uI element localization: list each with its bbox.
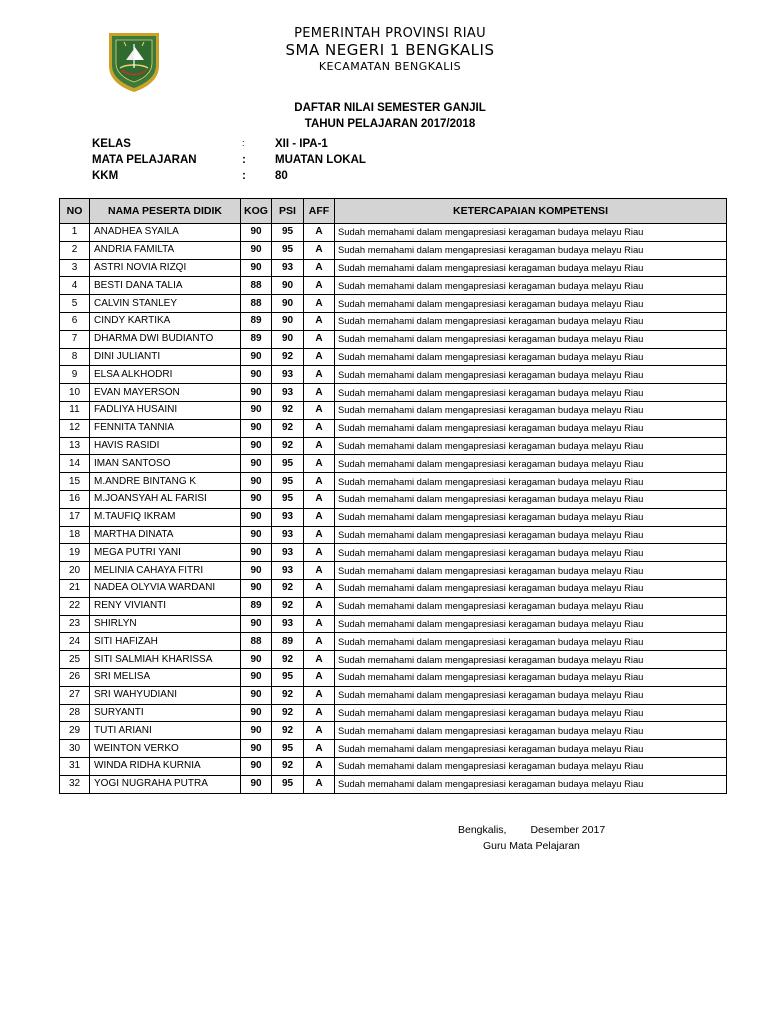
- table-row: [60, 295, 727, 313]
- cell-psi: 92: [272, 704, 304, 722]
- cell-kog: 89: [241, 330, 272, 348]
- cell-nama: TUTI ARIANI: [90, 722, 241, 740]
- info-value: XII - IPA-1: [275, 138, 328, 150]
- cell-psi: 92: [272, 651, 304, 669]
- cell-psi: 92: [272, 348, 304, 366]
- cell-ketercapaian: Sudah memahami dalam mengapresiasi keragaman budaya melayu Riau: [335, 455, 727, 473]
- cell-psi: 90: [272, 330, 304, 348]
- table-row: [60, 633, 727, 651]
- cell-psi: 92: [272, 401, 304, 419]
- cell-kog: 90: [241, 348, 272, 366]
- table-row: [60, 615, 727, 633]
- cell-psi: 92: [272, 597, 304, 615]
- signature-date: Desember 2017: [530, 824, 606, 836]
- cell-ketercapaian: Sudah memahami dalam mengapresiasi keragaman budaya melayu Riau: [335, 330, 727, 348]
- cell-aff: A: [304, 490, 335, 508]
- cell-kog: 90: [241, 740, 272, 758]
- table-row: [60, 312, 727, 330]
- cell-ketercapaian: Sudah memahami dalam mengapresiasi keragaman budaya melayu Riau: [335, 633, 727, 651]
- table-row: [60, 401, 727, 419]
- cell-aff: A: [304, 722, 335, 740]
- cell-aff: A: [304, 651, 335, 669]
- cell-psi: 90: [272, 312, 304, 330]
- cell-ketercapaian: Sudah memahami dalam mengapresiasi keragaman budaya melayu Riau: [335, 312, 727, 330]
- cell-kog: 90: [241, 722, 272, 740]
- col-header-psi: PSI: [272, 199, 304, 224]
- info-colon: :: [242, 138, 245, 148]
- table-row: [60, 348, 727, 366]
- cell-ketercapaian: Sudah memahami dalam mengapresiasi keragaman budaya melayu Riau: [335, 740, 727, 758]
- cell-aff: A: [304, 508, 335, 526]
- cell-nama: M.JOANSYAH AL FARISI: [90, 490, 241, 508]
- cell-no: 23: [60, 615, 90, 633]
- cell-aff: A: [304, 668, 335, 686]
- table-row: [60, 686, 727, 704]
- cell-no: 17: [60, 508, 90, 526]
- table-row: [60, 722, 727, 740]
- cell-ketercapaian: Sudah memahami dalam mengapresiasi keragaman budaya melayu Riau: [335, 526, 727, 544]
- cell-psi: 93: [272, 615, 304, 633]
- info-colon: :: [242, 170, 246, 182]
- cell-aff: A: [304, 615, 335, 633]
- cell-aff: A: [304, 579, 335, 597]
- cell-kog: 89: [241, 312, 272, 330]
- info-value: MUATAN LOKAL: [275, 154, 366, 166]
- cell-aff: A: [304, 259, 335, 277]
- cell-nama: SRI WAHYUDIANI: [90, 686, 241, 704]
- cell-no: 8: [60, 348, 90, 366]
- info-label: MATA PELAJARAN: [92, 154, 197, 166]
- cell-ketercapaian: Sudah memahami dalam mengapresiasi keragaman budaya melayu Riau: [335, 562, 727, 580]
- cell-kog: 90: [241, 615, 272, 633]
- table-row: [60, 775, 727, 793]
- cell-kog: 90: [241, 241, 272, 259]
- cell-nama: DINI JULIANTI: [90, 348, 241, 366]
- cell-ketercapaian: Sudah memahami dalam mengapresiasi keragaman budaya melayu Riau: [335, 348, 727, 366]
- cell-nama: MEGA PUTRI YANI: [90, 544, 241, 562]
- cell-no: 1: [60, 224, 90, 242]
- cell-no: 7: [60, 330, 90, 348]
- cell-aff: A: [304, 633, 335, 651]
- cell-kog: 90: [241, 384, 272, 402]
- cell-aff: A: [304, 224, 335, 242]
- cell-kog: 90: [241, 259, 272, 277]
- cell-ketercapaian: Sudah memahami dalam mengapresiasi keragaman budaya melayu Riau: [335, 668, 727, 686]
- cell-no: 20: [60, 562, 90, 580]
- cell-ketercapaian: Sudah memahami dalam mengapresiasi keragaman budaya melayu Riau: [335, 757, 727, 775]
- table-row: [60, 330, 727, 348]
- table-row: [60, 241, 727, 259]
- table-row: [60, 651, 727, 669]
- cell-no: 9: [60, 366, 90, 384]
- cell-no: 27: [60, 686, 90, 704]
- table-row: [60, 757, 727, 775]
- table-row: [60, 259, 727, 277]
- cell-kog: 90: [241, 508, 272, 526]
- cell-ketercapaian: Sudah memahami dalam mengapresiasi keragaman budaya melayu Riau: [335, 277, 727, 295]
- cell-kog: 90: [241, 579, 272, 597]
- cell-nama: SRI MELISA: [90, 668, 241, 686]
- table-row: [60, 366, 727, 384]
- cell-psi: 95: [272, 668, 304, 686]
- cell-psi: 95: [272, 455, 304, 473]
- kop-sekolah: SMA NEGERI 1 BENGKALIS: [285, 41, 495, 59]
- cell-aff: A: [304, 686, 335, 704]
- cell-kog: 90: [241, 668, 272, 686]
- table-row: [60, 455, 727, 473]
- cell-psi: 95: [272, 490, 304, 508]
- table-row: [60, 668, 727, 686]
- table-header-row: [60, 199, 727, 224]
- cell-ketercapaian: Sudah memahami dalam mengapresiasi keragaman budaya melayu Riau: [335, 473, 727, 491]
- info-value: 80: [275, 170, 288, 182]
- document-subtitle: TAHUN PELAJARAN 2017/2018: [304, 118, 476, 130]
- cell-psi: 92: [272, 757, 304, 775]
- grades-table-body: [60, 224, 727, 794]
- cell-kog: 89: [241, 597, 272, 615]
- cell-nama: ANDRIA FAMILTA: [90, 241, 241, 259]
- cell-psi: 90: [272, 295, 304, 313]
- table-row: [60, 384, 727, 402]
- document-title: DAFTAR NILAI SEMESTER GANJIL: [294, 102, 486, 114]
- cell-nama: NADEA OLYVIA WARDANI: [90, 579, 241, 597]
- cell-ketercapaian: Sudah memahami dalam mengapresiasi keragaman budaya melayu Riau: [335, 366, 727, 384]
- cell-no: 18: [60, 526, 90, 544]
- cell-psi: 93: [272, 259, 304, 277]
- cell-kog: 90: [241, 455, 272, 473]
- cell-ketercapaian: Sudah memahami dalam mengapresiasi keragaman budaya melayu Riau: [335, 401, 727, 419]
- cell-nama: CALVIN STANLEY: [90, 295, 241, 313]
- cell-kog: 90: [241, 704, 272, 722]
- cell-nama: RENY VIVIANTI: [90, 597, 241, 615]
- cell-no: 15: [60, 473, 90, 491]
- cell-aff: A: [304, 526, 335, 544]
- cell-nama: SHIRLYN: [90, 615, 241, 633]
- cell-nama: SITI HAFIZAH: [90, 633, 241, 651]
- cell-nama: ELSA ALKHODRI: [90, 366, 241, 384]
- table-row: [60, 508, 727, 526]
- cell-aff: A: [304, 740, 335, 758]
- cell-no: 22: [60, 597, 90, 615]
- table-row: [60, 277, 727, 295]
- table-row: [60, 224, 727, 242]
- kop-provinsi: PEMERINTAH PROVINSI RIAU: [294, 26, 486, 41]
- cell-kog: 88: [241, 277, 272, 295]
- cell-no: 31: [60, 757, 90, 775]
- cell-no: 28: [60, 704, 90, 722]
- cell-nama: SITI SALMIAH KHARISSA: [90, 651, 241, 669]
- table-row: [60, 562, 727, 580]
- cell-kog: 90: [241, 775, 272, 793]
- table-row: [60, 740, 727, 758]
- cell-kog: 90: [241, 401, 272, 419]
- cell-nama: BESTI DANA TALIA: [90, 277, 241, 295]
- col-header-no: NO: [60, 199, 90, 224]
- cell-ketercapaian: Sudah memahami dalam mengapresiasi keragaman budaya melayu Riau: [335, 241, 727, 259]
- cell-no: 25: [60, 651, 90, 669]
- cell-nama: FADLIYA HUSAINI: [90, 401, 241, 419]
- cell-aff: A: [304, 330, 335, 348]
- cell-psi: 93: [272, 384, 304, 402]
- table-row: [60, 419, 727, 437]
- cell-nama: SURYANTI: [90, 704, 241, 722]
- cell-psi: 95: [272, 775, 304, 793]
- cell-no: 2: [60, 241, 90, 259]
- cell-aff: A: [304, 597, 335, 615]
- cell-no: 14: [60, 455, 90, 473]
- cell-nama: WINDA RIDHA KURNIA: [90, 757, 241, 775]
- cell-no: 5: [60, 295, 90, 313]
- info-label: KKM: [92, 170, 119, 182]
- cell-psi: 93: [272, 562, 304, 580]
- info-colon: :: [242, 154, 246, 166]
- cell-nama: HAVIS RASIDI: [90, 437, 241, 455]
- cell-psi: 93: [272, 526, 304, 544]
- col-header-nama: NAMA PESERTA DIDIK: [90, 199, 241, 224]
- table-row: [60, 473, 727, 491]
- cell-ketercapaian: Sudah memahami dalam mengapresiasi keragaman budaya melayu Riau: [335, 686, 727, 704]
- cell-nama: M.TAUFIQ IKRAM: [90, 508, 241, 526]
- cell-no: 19: [60, 544, 90, 562]
- cell-aff: A: [304, 348, 335, 366]
- cell-ketercapaian: Sudah memahami dalam mengapresiasi keragaman budaya melayu Riau: [335, 490, 727, 508]
- cell-kog: 90: [241, 651, 272, 669]
- cell-nama: YOGI NUGRAHA PUTRA: [90, 775, 241, 793]
- cell-psi: 95: [272, 241, 304, 259]
- cell-aff: A: [304, 455, 335, 473]
- cell-psi: 93: [272, 544, 304, 562]
- cell-ketercapaian: Sudah memahami dalam mengapresiasi keragaman budaya melayu Riau: [335, 384, 727, 402]
- info-label: KELAS: [92, 138, 131, 150]
- cell-ketercapaian: Sudah memahami dalam mengapresiasi keragaman budaya melayu Riau: [335, 722, 727, 740]
- cell-psi: 92: [272, 686, 304, 704]
- cell-nama: IMAN SANTOSO: [90, 455, 241, 473]
- cell-no: 26: [60, 668, 90, 686]
- cell-psi: 93: [272, 366, 304, 384]
- cell-ketercapaian: Sudah memahami dalam mengapresiasi keragaman budaya melayu Riau: [335, 615, 727, 633]
- cell-nama: CINDY KARTIKA: [90, 312, 241, 330]
- cell-kog: 90: [241, 366, 272, 384]
- table-row: [60, 579, 727, 597]
- grades-table: [59, 198, 727, 794]
- cell-psi: 92: [272, 722, 304, 740]
- cell-psi: 89: [272, 633, 304, 651]
- cell-aff: A: [304, 757, 335, 775]
- cell-aff: A: [304, 775, 335, 793]
- cell-kog: 90: [241, 224, 272, 242]
- cell-aff: A: [304, 277, 335, 295]
- cell-no: 13: [60, 437, 90, 455]
- table-row: [60, 704, 727, 722]
- cell-no: 10: [60, 384, 90, 402]
- cell-no: 16: [60, 490, 90, 508]
- cell-nama: FENNITA TANNIA: [90, 419, 241, 437]
- table-row: [60, 544, 727, 562]
- cell-no: 30: [60, 740, 90, 758]
- cell-kog: 90: [241, 419, 272, 437]
- cell-aff: A: [304, 544, 335, 562]
- cell-aff: A: [304, 562, 335, 580]
- col-header-kog: KOG: [241, 199, 272, 224]
- cell-kog: 90: [241, 490, 272, 508]
- cell-aff: A: [304, 437, 335, 455]
- cell-aff: A: [304, 401, 335, 419]
- cell-no: 29: [60, 722, 90, 740]
- table-row: [60, 526, 727, 544]
- cell-nama: MARTHA DINATA: [90, 526, 241, 544]
- cell-psi: 93: [272, 508, 304, 526]
- table-row: [60, 490, 727, 508]
- signature-role: Guru Mata Pelajaran: [483, 840, 580, 852]
- cell-no: 24: [60, 633, 90, 651]
- cell-nama: MELINIA CAHAYA FITRI: [90, 562, 241, 580]
- cell-nama: EVAN MAYERSON: [90, 384, 241, 402]
- cell-psi: 95: [272, 224, 304, 242]
- cell-ketercapaian: Sudah memahami dalam mengapresiasi keragaman budaya melayu Riau: [335, 579, 727, 597]
- cell-ketercapaian: Sudah memahami dalam mengapresiasi keragaman budaya melayu Riau: [335, 437, 727, 455]
- col-header-ketercapaian: KETERCAPAIAN KOMPETENSI: [335, 199, 727, 224]
- cell-no: 4: [60, 277, 90, 295]
- cell-kog: 88: [241, 295, 272, 313]
- cell-nama: WEINTON VERKO: [90, 740, 241, 758]
- cell-psi: 95: [272, 473, 304, 491]
- cell-psi: 95: [272, 740, 304, 758]
- cell-no: 6: [60, 312, 90, 330]
- cell-aff: A: [304, 312, 335, 330]
- cell-psi: 92: [272, 579, 304, 597]
- cell-kog: 90: [241, 562, 272, 580]
- cell-nama: M.ANDRE BINTANG K: [90, 473, 241, 491]
- cell-kog: 88: [241, 633, 272, 651]
- cell-ketercapaian: Sudah memahami dalam mengapresiasi keragaman budaya melayu Riau: [335, 508, 727, 526]
- cell-ketercapaian: Sudah memahami dalam mengapresiasi keragaman budaya melayu Riau: [335, 651, 727, 669]
- cell-ketercapaian: Sudah memahami dalam mengapresiasi keragaman budaya melayu Riau: [335, 295, 727, 313]
- cell-ketercapaian: Sudah memahami dalam mengapresiasi keragaman budaya melayu Riau: [335, 224, 727, 242]
- cell-nama: ANADHEA SYAILA: [90, 224, 241, 242]
- kop-kecamatan: KECAMATAN BENGKALIS: [318, 60, 462, 73]
- cell-no: 21: [60, 579, 90, 597]
- cell-aff: A: [304, 384, 335, 402]
- cell-ketercapaian: Sudah memahami dalam mengapresiasi keragaman budaya melayu Riau: [335, 259, 727, 277]
- cell-ketercapaian: Sudah memahami dalam mengapresiasi keragaman budaya melayu Riau: [335, 419, 727, 437]
- cell-ketercapaian: Sudah memahami dalam mengapresiasi keragaman budaya melayu Riau: [335, 775, 727, 793]
- cell-aff: A: [304, 419, 335, 437]
- cell-no: 11: [60, 401, 90, 419]
- cell-kog: 90: [241, 544, 272, 562]
- cell-aff: A: [304, 704, 335, 722]
- cell-psi: 90: [272, 277, 304, 295]
- col-header-aff: AFF: [304, 199, 335, 224]
- cell-aff: A: [304, 366, 335, 384]
- cell-no: 3: [60, 259, 90, 277]
- signature-place-date: [458, 824, 605, 836]
- cell-ketercapaian: Sudah memahami dalam mengapresiasi keragaman budaya melayu Riau: [335, 544, 727, 562]
- school-crest-logo: [106, 30, 162, 94]
- cell-nama: ASTRI NOVIA RIZQI: [90, 259, 241, 277]
- cell-ketercapaian: Sudah memahami dalam mengapresiasi keragaman budaya melayu Riau: [335, 597, 727, 615]
- cell-kog: 90: [241, 473, 272, 491]
- cell-kog: 90: [241, 526, 272, 544]
- cell-psi: 92: [272, 419, 304, 437]
- cell-nama: DHARMA DWI BUDIANTO: [90, 330, 241, 348]
- cell-kog: 90: [241, 757, 272, 775]
- cell-psi: 92: [272, 437, 304, 455]
- table-row: [60, 597, 727, 615]
- cell-no: 12: [60, 419, 90, 437]
- cell-no: 32: [60, 775, 90, 793]
- cell-aff: A: [304, 473, 335, 491]
- signature-place: Bengkalis,: [458, 824, 507, 836]
- table-row: [60, 437, 727, 455]
- cell-aff: A: [304, 295, 335, 313]
- cell-ketercapaian: Sudah memahami dalam mengapresiasi keragaman budaya melayu Riau: [335, 704, 727, 722]
- cell-aff: A: [304, 241, 335, 259]
- cell-kog: 90: [241, 437, 272, 455]
- cell-kog: 90: [241, 686, 272, 704]
